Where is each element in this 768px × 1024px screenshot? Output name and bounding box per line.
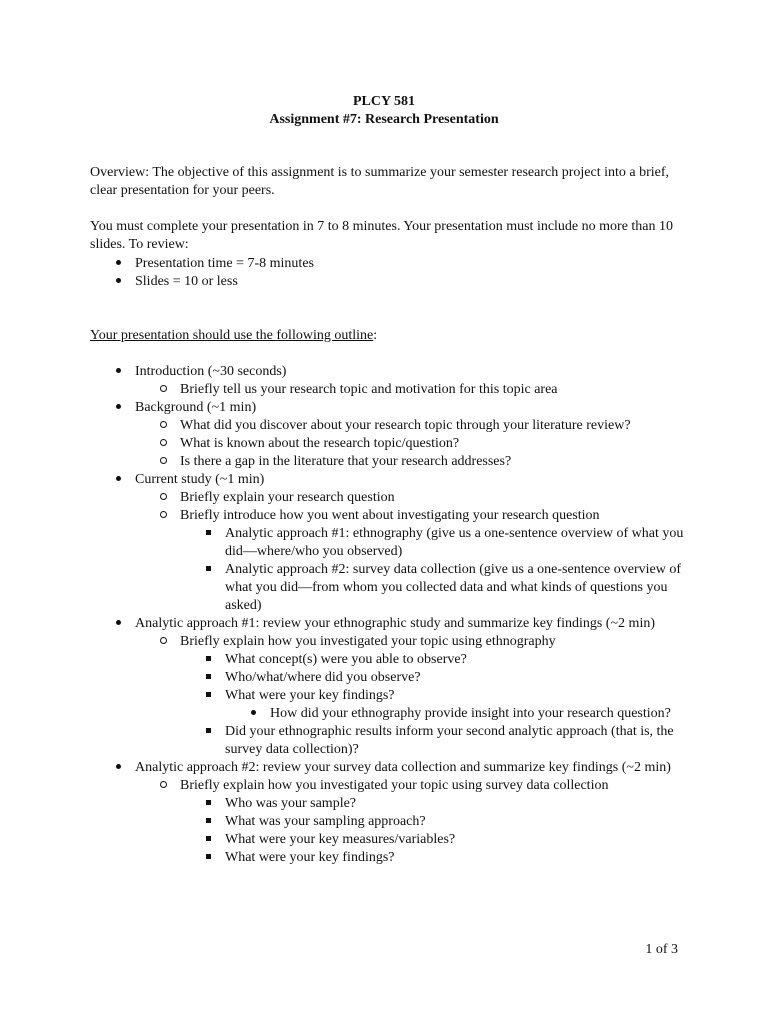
- bullet-icon: [157, 489, 169, 507]
- outline-heading-line: Your presentation should use the following outline:: [90, 328, 378, 343]
- overview-paragraph: Overview: The objective of this assignment is to summarize your semester research project into a brief, clear presentation for your peers.: [90, 165, 670, 198]
- outline-item-text: What is known about the research topic/question?: [180, 436, 460, 451]
- bullet-icon: [202, 849, 214, 867]
- outline-item-level-2: [90, 435, 690, 453]
- list-item: Presentation time = 7-8 minutes: [90, 255, 690, 273]
- outline-item-level-3: [90, 831, 690, 849]
- bullet-icon: [112, 363, 124, 381]
- outline-item-text: Did your ethnographic results inform your second analytic approach (that is, the survey data collection)?: [225, 724, 674, 757]
- bullet-icon: [112, 255, 124, 273]
- bullet-icon: [202, 687, 214, 705]
- outline-item-level-2: [90, 777, 690, 795]
- bullet-icon: [157, 453, 169, 471]
- outline-item-level-1: [90, 471, 690, 489]
- outline-item-level-2: [90, 507, 690, 525]
- outline-item-level-2: [90, 489, 690, 507]
- bullet-icon: [247, 705, 259, 723]
- outline-item-text: Who was your sample?: [225, 796, 357, 811]
- bullet-icon: [202, 723, 214, 741]
- outline-item-text: How did your ethnography provide insight into your research question?: [270, 706, 671, 721]
- outline-item-level-4: [90, 705, 690, 723]
- outline-item-level-2: [90, 417, 690, 435]
- outline-item-text: What concept(s) were you able to observe?: [225, 652, 467, 667]
- outline-heading: Your presentation should use the following outline: [90, 328, 374, 343]
- outline-item-level-3: [90, 813, 690, 831]
- outline-item-level-3: [90, 651, 690, 669]
- bullet-icon: [112, 759, 124, 777]
- bullet-icon: [157, 381, 169, 399]
- outline-item-text: Background (~1 min): [135, 400, 257, 415]
- outline-item-level-3: [90, 687, 690, 705]
- outline-item-level-3: [90, 561, 690, 615]
- outline-list: [90, 363, 690, 867]
- page-number: 1 of 3: [645, 942, 678, 957]
- title-block: [0, 93, 768, 129]
- bullet-icon: [157, 417, 169, 435]
- outline-item-text: Analytic approach #2: survey data collection (give us a one-sentence overview of what you did—from whom you collected data and what kinds of questions you asked): [225, 562, 681, 613]
- outline-item-text: Introduction (~30 seconds): [135, 364, 287, 379]
- bullet-icon: [157, 507, 169, 525]
- bullet-icon: [202, 561, 214, 579]
- outline-item-level-2: [90, 453, 690, 471]
- requirements-list: [90, 255, 690, 291]
- outline-item-level-2: [90, 633, 690, 651]
- outline-item-text: Analytic approach #2: review your survey data collection and summarize key findings (~2 min): [135, 760, 671, 775]
- bullet-icon: [202, 525, 214, 543]
- outline-item-text: What did you discover about your research topic through your literature review?: [180, 418, 631, 433]
- outline-item-level-3: [90, 795, 690, 813]
- outline-item-level-3: [90, 723, 690, 759]
- outline-item-text: Briefly tell us your research topic and motivation for this topic area: [180, 382, 558, 397]
- bullet-icon: [112, 615, 124, 633]
- bullet-icon: [112, 273, 124, 291]
- list-item: Slides = 10 or less: [90, 273, 690, 291]
- bullet-icon: [202, 651, 214, 669]
- outline-item-level-1: [90, 759, 690, 777]
- bullet-icon: [202, 669, 214, 687]
- outline-item-text: Analytic approach #1: ethnography (give us a one-sentence overview of what you did—where/who you observed): [225, 526, 684, 559]
- outline-item-text: Briefly explain how you investigated your topic using ethnography: [180, 634, 556, 649]
- outline-item-text: Briefly explain how you investigated your topic using survey data collection: [180, 778, 609, 793]
- outline-item-text: Briefly introduce how you went about investigating your research question: [180, 508, 600, 523]
- outline-item-text: Briefly explain your research question: [180, 490, 395, 505]
- bullet-icon: [157, 633, 169, 651]
- outline-item-text: Who/what/where did you observe?: [225, 670, 421, 685]
- assignment-title: Assignment #7: Research Presentation: [269, 112, 499, 127]
- requirements-paragraph: You must complete your presentation in 7 to 8 minutes. Your presentation must include no more than 10 slides. To review:: [90, 219, 674, 252]
- bullet-icon: [157, 777, 169, 795]
- outline-item-text: Analytic approach #1: review your ethnographic study and summarize key findings (~2 min): [135, 616, 655, 631]
- bullet-icon: [202, 813, 214, 831]
- outline-item-level-1: [90, 399, 690, 417]
- outline-item-text: Is there a gap in the literature that your research addresses?: [180, 454, 512, 469]
- bullet-icon: [202, 795, 214, 813]
- outline-item-level-1: [90, 363, 690, 381]
- outline-item-level-2: [90, 381, 690, 399]
- outline-item-text: What was your sampling approach?: [225, 814, 426, 829]
- course-code: PLCY 581: [352, 94, 416, 109]
- outline-item-text: What were your key findings?: [225, 688, 395, 703]
- bullet-icon: [112, 471, 124, 489]
- outline-item-text: What were your key measures/variables?: [225, 832, 456, 847]
- bullet-icon: [157, 435, 169, 453]
- outline-item-level-1: [90, 615, 690, 633]
- outline-item-level-3: [90, 525, 690, 561]
- bullet-icon: [202, 831, 214, 849]
- outline-item-text: Current study (~1 min): [135, 472, 265, 487]
- outline-item-level-3: [90, 849, 690, 867]
- outline-item-text: What were your key findings?: [225, 850, 395, 865]
- outline-item-level-3: [90, 669, 690, 687]
- bullet-icon: [112, 399, 124, 417]
